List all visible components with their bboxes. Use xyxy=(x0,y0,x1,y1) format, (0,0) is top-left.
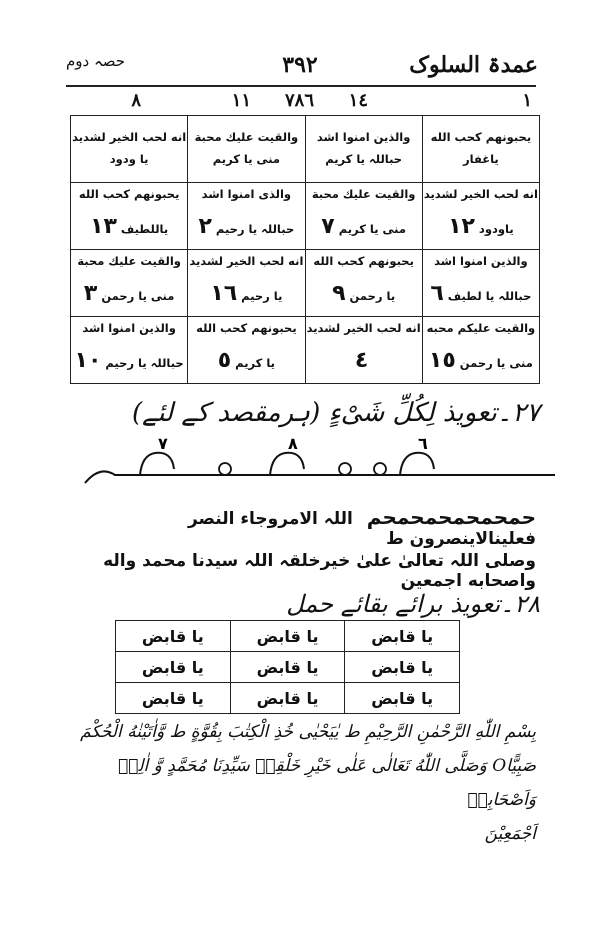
cell-line-1: والقيت عليك محبة xyxy=(77,254,181,269)
table-cell xyxy=(71,183,188,250)
section-27-title: ۲۷۔تعویذ لِکُلِّ شَیْءٍ (ہرمقصد کے لئے) xyxy=(132,398,540,428)
cell-line-2-text: منى يا رحمن xyxy=(459,356,533,371)
cell-line-2-text: ياللطيف xyxy=(120,222,169,237)
numbers-row xyxy=(66,90,536,112)
table-row xyxy=(116,652,460,683)
number-label: ١٤ xyxy=(348,90,368,111)
cell-line-1: والذى امنوا اشد xyxy=(201,187,292,202)
cell-line-1: والذين امنوا اشد xyxy=(316,130,411,145)
dua-text xyxy=(66,715,536,851)
cell-line-2-text: ياغفار xyxy=(463,152,499,166)
table-cell xyxy=(71,116,188,183)
cell-number: ٤ xyxy=(354,348,369,374)
cell-line-2 xyxy=(306,340,422,382)
cell-number: ١٦ xyxy=(210,281,238,307)
table-cell xyxy=(305,116,422,183)
book-title: عمدۃ السلوک xyxy=(409,52,538,78)
cell-line-2 xyxy=(71,149,187,171)
dua-line: صَبِيًّاO وَصَلَّى اللّٰهُ تَعَالٰى عَلٰى خَيْرِ خَلْقِهٖ سَيِّدِنَا مُحَمَّدٍ وَّ اٰلِهٖ وَاَصْحَابِهٖ xyxy=(117,756,536,810)
cell-line-2-text: يا ودود xyxy=(109,152,149,166)
ya-qabid-cell: يا قابض xyxy=(345,621,460,652)
cell-line-2-text: يا كريم xyxy=(235,356,275,371)
cell-number: ٦ xyxy=(430,281,444,307)
dua-line: بِسْمِ اللّٰهِ الرَّحْمٰنِ الرَّحِيْمِ ط يٰيَحْيٰى خُذِ الْكِتٰبَ بِقُوَّةٍ ط وَّاٰتَيْنٰهُ الْحُكْمَ xyxy=(80,722,536,742)
table-row xyxy=(71,183,540,250)
cell-line-2-text: منى يا كريم xyxy=(338,222,406,237)
ornament-loop xyxy=(270,453,304,475)
ya-qabid-cell: يا قابض xyxy=(116,652,231,683)
ornament-digit: ٦ xyxy=(418,435,428,453)
table-cell xyxy=(305,317,422,384)
text-line-2: وصلى اللہ تعالىٰ علىٰ خيرخلقہ اللہ سيدنا محمد واله واصحابه اجمعين xyxy=(103,551,536,591)
cell-line-2 xyxy=(188,149,304,171)
ya-qabid-cell: يا قابض xyxy=(345,683,460,714)
cell-line-2-text: حباللہ يا كريم xyxy=(325,152,403,166)
cell-line-2-text: يا رحيم xyxy=(241,289,283,304)
cell-line-2 xyxy=(188,273,304,315)
cell-number: ١٣ xyxy=(90,214,117,240)
cell-line-1: والقيت عليكم محبه xyxy=(426,321,536,336)
cell-line-2-text: حباللہ يا رحيم xyxy=(105,356,184,371)
table-cell xyxy=(422,317,539,384)
dua-line: اَجْمَعِيْنَ xyxy=(484,824,536,844)
ornament-circle xyxy=(219,463,231,475)
table-cell xyxy=(71,317,188,384)
cell-line-2 xyxy=(423,149,539,171)
cell-line-2-text: منى يا كريم xyxy=(212,152,281,166)
table-cell xyxy=(422,250,539,317)
number-label: ٨ xyxy=(131,90,141,111)
table-cell xyxy=(305,183,422,250)
cell-line-2 xyxy=(188,340,304,382)
ya-qabid-cell: يا قابض xyxy=(116,621,231,652)
ya-qabid-table xyxy=(115,620,460,714)
table-row xyxy=(71,250,540,317)
cell-line-1: والقيت عليك محبة xyxy=(194,130,299,145)
cell-line-1: والذين امنوا اشد xyxy=(434,254,528,269)
header-rule xyxy=(66,85,536,87)
table-cell xyxy=(188,250,305,317)
cell-line-2 xyxy=(306,273,422,315)
cell-line-1: انه لحب الخير لشديد xyxy=(72,130,187,145)
cell-line-1: انه لحب الخير لشديد xyxy=(306,321,421,336)
table-row xyxy=(71,116,540,183)
cell-number: ٩ xyxy=(332,281,346,307)
cell-line-1: يحبونهم كحب الله xyxy=(196,321,297,336)
ornament-loop xyxy=(400,453,434,475)
magic-square-table xyxy=(70,115,540,384)
part-label: حصہ دوم xyxy=(66,52,126,70)
ya-qabid-cell: يا قابض xyxy=(345,652,460,683)
ornament-digit: ٨ xyxy=(288,435,298,453)
cell-line-2-text: حباللہ يا رحيم xyxy=(215,222,295,237)
cell-line-1: والذين امنوا اشد xyxy=(82,321,176,336)
number-label: ١ xyxy=(522,90,532,111)
cell-line-2 xyxy=(71,273,187,315)
ornament-loop xyxy=(140,453,174,475)
table-cell xyxy=(188,116,305,183)
cell-line-1: والقيت عليك محبة xyxy=(311,187,416,202)
cell-line-2-text: منى يا رحمن xyxy=(101,289,175,304)
table-cell xyxy=(422,183,539,250)
cell-line-1: يحبونهم كحب الله xyxy=(78,187,180,202)
cell-line-2 xyxy=(71,206,187,248)
cell-number: ٧ xyxy=(321,214,335,240)
ya-qabid-cell: يا قابض xyxy=(230,621,345,652)
cell-number: ٣ xyxy=(83,281,98,307)
cell-line-2 xyxy=(188,206,304,248)
table-cell xyxy=(188,317,305,384)
cell-line-1: انه لحب الخير لشديد xyxy=(423,187,538,202)
cell-line-1: يحبونهم كحب الله xyxy=(430,130,532,145)
ya-qabid-cell: يا قابض xyxy=(116,683,231,714)
ya-qabid-cell: يا قابض xyxy=(230,683,345,714)
ornament-digit: ٧ xyxy=(158,435,168,453)
ornament-circle xyxy=(374,463,386,475)
cell-line-2 xyxy=(423,340,539,382)
cell-line-2 xyxy=(306,206,422,248)
cell-number: ٥ xyxy=(217,348,232,374)
table-cell xyxy=(305,250,422,317)
cell-line-2-text: يا رحمن xyxy=(349,289,396,304)
table-row xyxy=(71,317,540,384)
cell-line-2 xyxy=(306,149,422,171)
cell-number: ١٥ xyxy=(428,348,456,374)
cell-line-2 xyxy=(71,340,187,382)
haa-sequence: حمحمحمحمحمحم xyxy=(366,505,536,529)
ya-qabid-cell: يا قابض xyxy=(230,652,345,683)
ornament-line xyxy=(85,471,555,483)
cell-line-1: يحبونهم كحب الله xyxy=(313,254,414,269)
cell-line-2-text: حباللہ يا لطيف xyxy=(447,289,532,304)
page-number: ۳۹۲ xyxy=(282,52,318,78)
cell-line-1: انه لحب الخير لشديد xyxy=(189,254,304,269)
talisman-ornament xyxy=(80,435,560,495)
section-28-title: ۲۸۔تعویذ برائے بقائے حمل xyxy=(286,590,540,618)
cell-number: ١٠ xyxy=(74,348,102,374)
table-cell xyxy=(422,116,539,183)
ornament-circle xyxy=(339,463,351,475)
cell-line-2 xyxy=(423,273,539,315)
text-line-1-body: اللہ الامروجاء النصر فعلينالاينصرون ط xyxy=(187,509,536,549)
cell-line-2 xyxy=(423,206,539,248)
table-row xyxy=(116,683,460,714)
table-cell xyxy=(71,250,188,317)
table-row xyxy=(116,621,460,652)
table-cell xyxy=(188,183,305,250)
cell-number: ٢ xyxy=(198,214,212,240)
number-label: ١١ xyxy=(231,90,251,111)
cell-line-2-text: ياودود xyxy=(478,222,514,237)
text-line-1 xyxy=(66,505,536,549)
cell-number: ١٢ xyxy=(448,214,475,240)
number-label: ٧٨٦ xyxy=(284,90,314,111)
